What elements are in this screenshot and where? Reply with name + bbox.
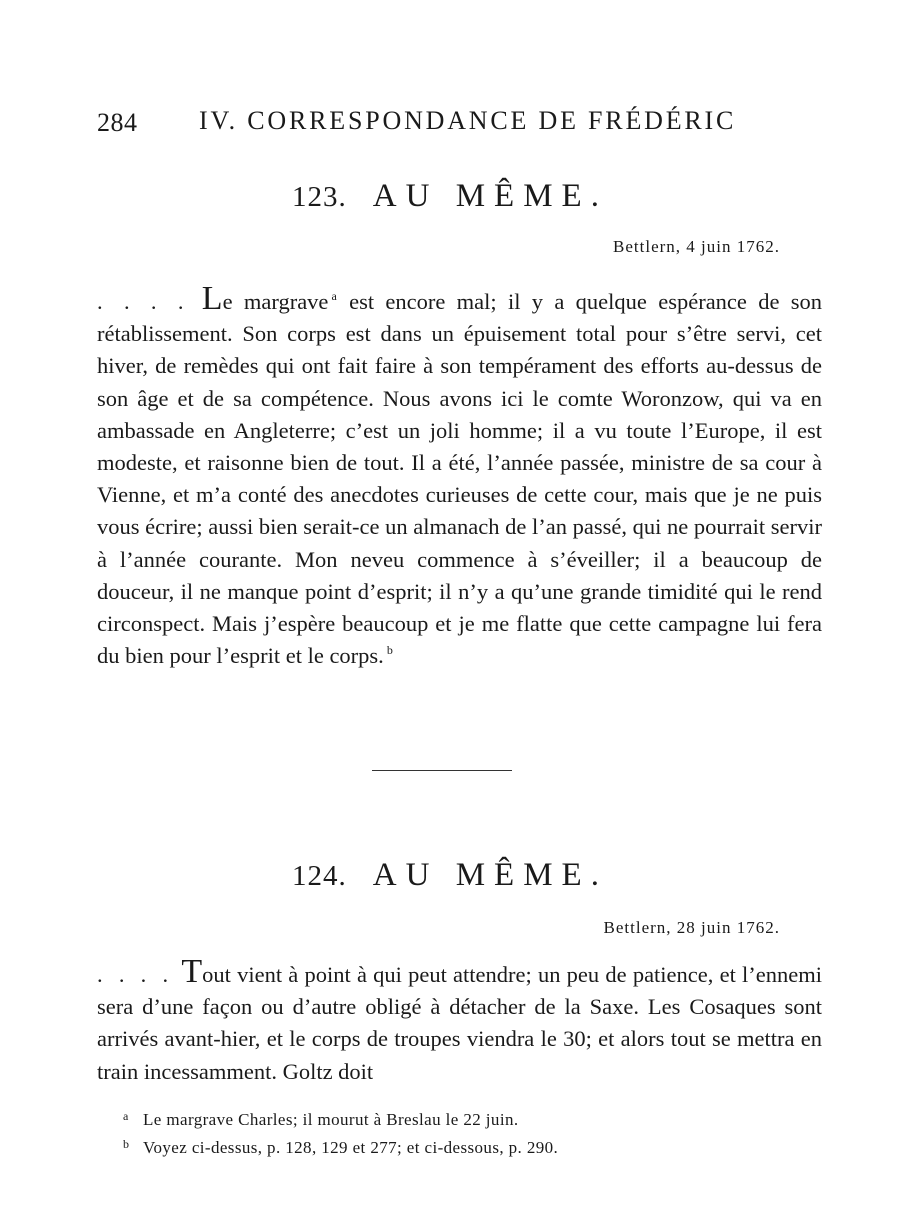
letter-text: e margrave	[222, 289, 329, 314]
page-number: 284	[97, 108, 138, 137]
footnote-reference[interactable]: a	[331, 289, 337, 303]
ellipsis: . . . .	[97, 289, 189, 314]
letter-text: out vient à point à qui peut attendre; un peu de patience, et l’ennemi sera d’une façon ou d’autre obligé à détacher de la Saxe. Les Cosaques sont arrivés avant-hier, et le corps de troupes viendra le 30; et alors tout se mettra en train incessamment. Goltz doit	[97, 962, 823, 1084]
letter-body	[97, 282, 822, 672]
letter-number: 123.	[292, 181, 347, 213]
letter-dateline: Bettlern, 28 juin 1762.	[603, 918, 780, 937]
footnote-reference[interactable]: b	[386, 643, 393, 658]
footnote	[123, 1104, 763, 1132]
footnote-text: Le margrave Charles; il mourut à Breslau le 22 juin.	[143, 1110, 519, 1129]
letter-title: AU MÊME.	[372, 178, 608, 214]
ellipsis: . . . .	[97, 962, 174, 987]
letter-number: 124.	[292, 860, 347, 892]
letter-heading	[0, 857, 900, 894]
footnote	[123, 1132, 763, 1160]
section-divider	[372, 770, 512, 771]
running-title: IV. CORRESPONDANCE DE FRÉDÉRIC	[199, 106, 737, 135]
letter-body	[97, 955, 822, 1088]
footnote-mark: b	[123, 1137, 130, 1151]
running-head	[97, 106, 737, 138]
drop-cap: L	[201, 280, 223, 317]
drop-cap: T	[181, 953, 203, 990]
letter-text: est encore mal; il y a quelque espérance de son rétablissement. Son corps est dans un épuisement total pour s’être servi, cet hiver, de remèdes qui ont fait faire à son tempérament des efforts au-dessus de son âge et de sa compétence. Nous avons ici le comte Woronzow, qui va en ambassade en Angleterre; c’est un joli homme; il a vu toute l’Europe, il est modeste, et raisonne bien de tout. Il a été, l’année passée, ministre de sa cour à Vienne, et m’a conté des anecdotes curieuses de cette cour, mais que je ne puis vous écrire; aussi bien serait-ce un almanach de l’an passé, qui ne pourrait servir à l’année courante. Mon neveu commence à s’éveiller; il a beaucoup de douceur, il ne manque point d’esprit; il n’y a qu’une grande timidité qui le rend circonspect. Mais j’espère beaucoup et je me flatte que cette campagne lui fera du bien pour l’esprit et le corps.	[97, 289, 823, 669]
letter-heading	[0, 178, 900, 215]
footnote-text: Voyez ci-dessus, p. 128, 129 et 277; et ci-dessous, p. 290.	[143, 1138, 559, 1157]
footnotes	[123, 1104, 763, 1160]
letter-title: AU MÊME.	[372, 857, 608, 893]
footnote-mark: a	[123, 1109, 129, 1123]
letter-dateline: Bettlern, 4 juin 1762.	[613, 237, 780, 256]
